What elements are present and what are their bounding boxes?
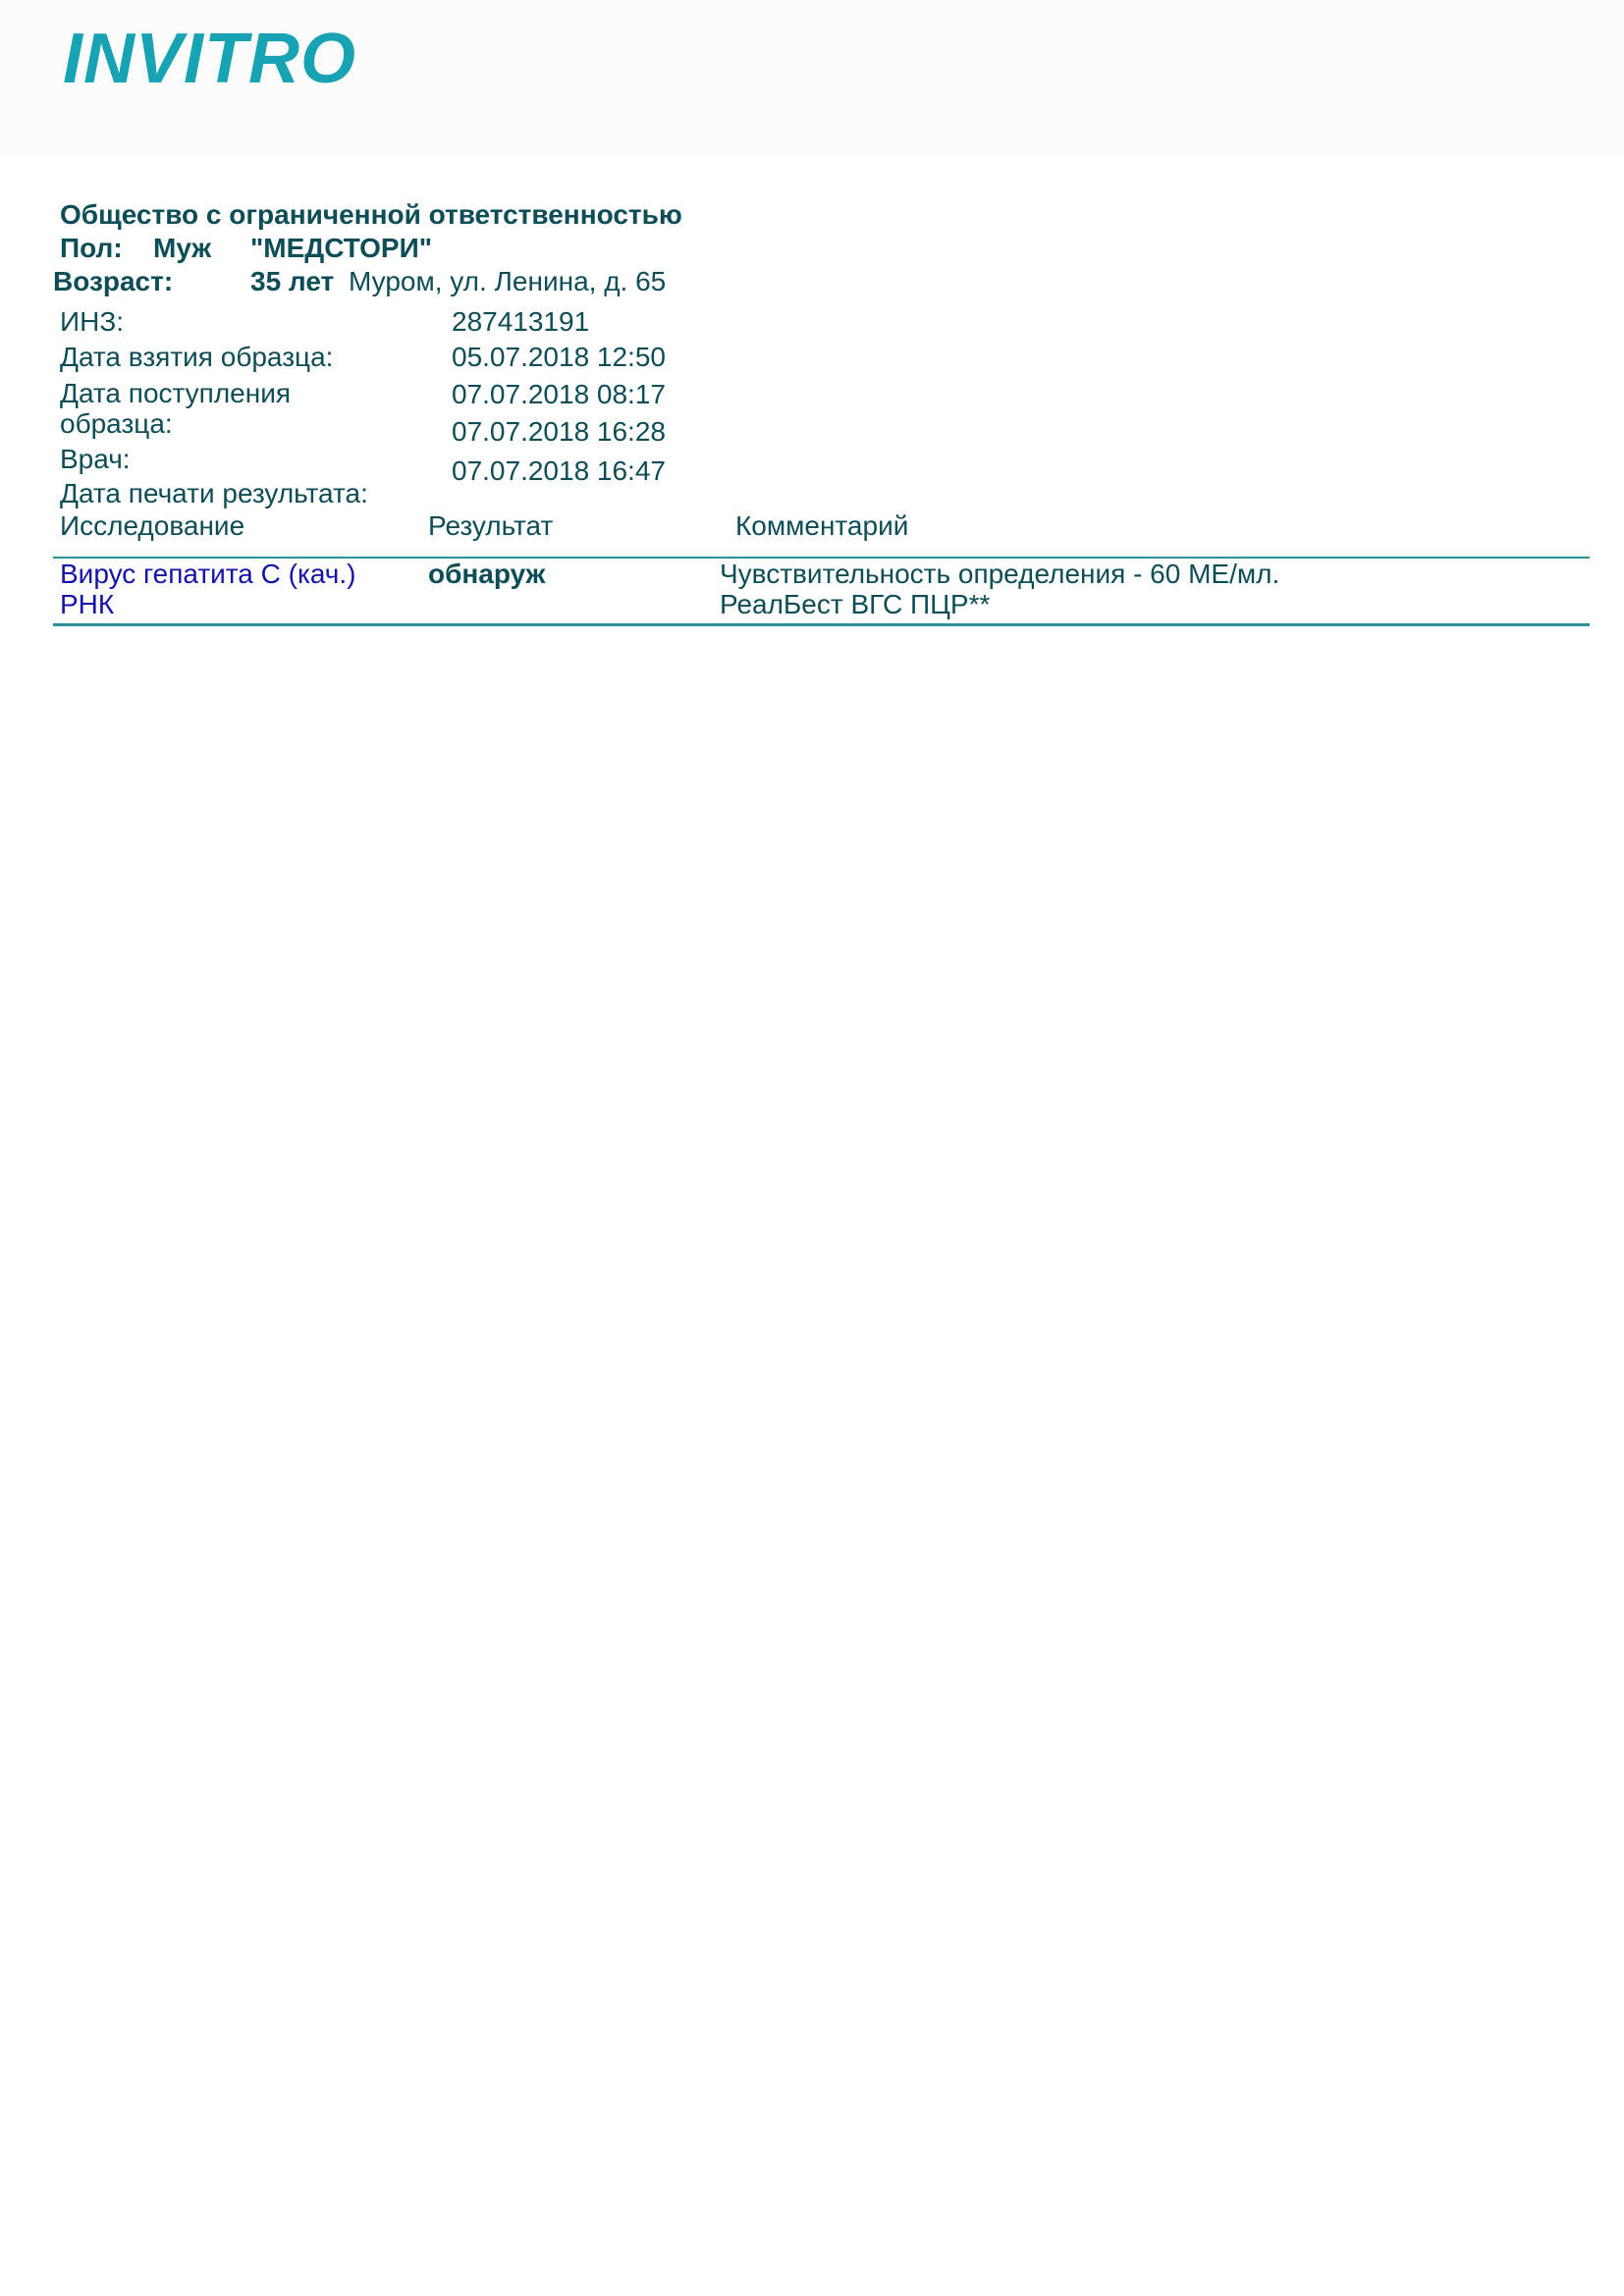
sex-value: Муж [153, 233, 212, 263]
print-date-value: 07.07.2018 16:47 [452, 455, 666, 486]
sample-taken-label: Дата взятия образца: [60, 342, 334, 372]
sample-taken-value: 05.07.2018 12:50 [452, 342, 666, 372]
sample-received-value: 07.07.2018 08:17 [452, 379, 666, 409]
date-value-1628: 07.07.2018 16:28 [452, 416, 666, 447]
header-result: Результат [428, 510, 554, 541]
invitro-logo: INVITRO [63, 20, 357, 98]
comment-line2: РеалБест ВГС ПЦР** [720, 589, 991, 619]
header-test: Исследование [60, 510, 245, 541]
sample-received-label-2: образца: [60, 408, 173, 439]
test-name-line2[interactable]: РНК [60, 589, 115, 619]
org-address: Муром, ул. Ленина, д. 65 [349, 266, 667, 296]
print-date-label: Дата печати результата: [60, 478, 368, 508]
inz-label: ИНЗ: [60, 306, 125, 337]
comment-line1: Чувствительность определения - 60 МЕ/мл. [720, 559, 1280, 589]
age-value: 35 лет [250, 266, 335, 296]
sample-received-label-1: Дата поступления [60, 378, 291, 408]
table-bottom-rule [53, 623, 1590, 626]
doctor-label: Врач: [60, 444, 131, 474]
sex-label: Пол: [60, 233, 123, 263]
org-line1: Общество с ограниченной ответственностью [60, 199, 682, 230]
org-name: "МЕДСТОРИ" [250, 233, 433, 263]
result-value: обнаруж [428, 559, 546, 589]
age-label: Возраст: [53, 266, 174, 296]
header-comment: Комментарий [735, 510, 909, 541]
inz-value: 287413191 [452, 306, 590, 337]
test-name-line1[interactable]: Вирус гепатита С (кач.) [60, 559, 356, 589]
